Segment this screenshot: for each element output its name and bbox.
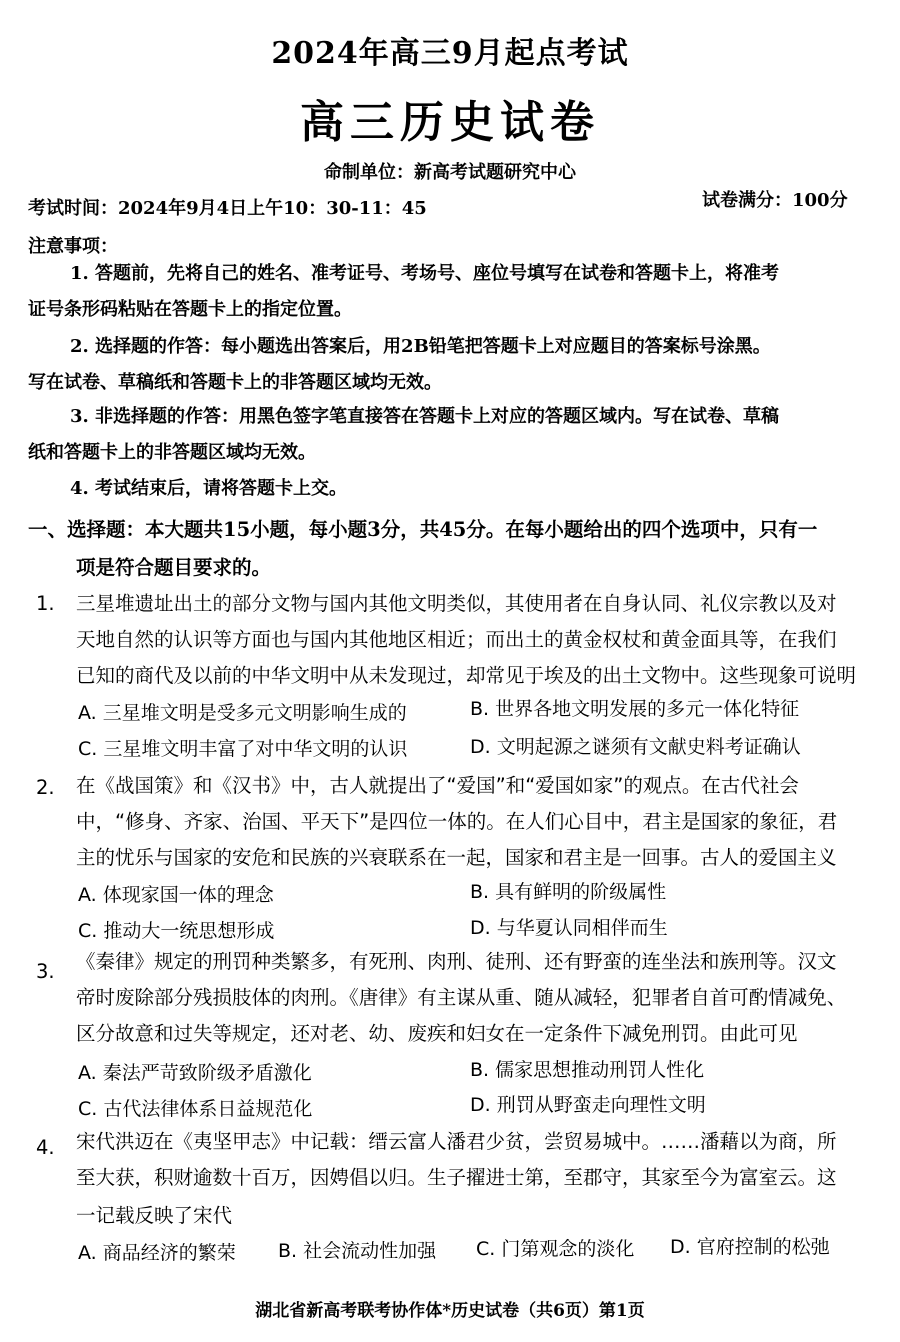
question-stem-line: 一记载反映了宋代 [76, 1204, 233, 1227]
question-number: 3. [36, 960, 55, 983]
note-line: 3. 非选择题的作答：用黑色签字笔直接答在答题卡上对应的答题区域内。写在试卷、草稿 [70, 406, 780, 427]
question-stem-line: 主的忧乐与国家的安危和民族的兴衰联系在一起，国家和君主是一回事。古人的爱国主义 [76, 846, 837, 869]
question-stem-line: 区分故意和过失等规定，还对老、幼、废疾和妇女在一定条件下减免刑罚。由此可见 [76, 1022, 798, 1045]
note-line: 2. 选择题的作答：每小题选出答案后，用2B铅笔把答题卡上对应题目的答案标号涂黑。 [70, 336, 771, 357]
note-line: 1. 答题前，先将自己的姓名、准考证号、考场号、座位号填写在试卷和答题卡上，将准考 [70, 263, 780, 284]
question-stem-line: 《秦律》规定的刑罚种类繁多，有死刑、肉刑、徒刑、还有野蛮的连坐法和族刑等。汉文 [76, 950, 837, 973]
option-a: A. 秦法严苛致阶级矛盾激化 [78, 1062, 312, 1084]
page-footer: 湖北省新高考联考协作体*历史试卷（共6页）第1页 [255, 1301, 645, 1321]
option-b: B. 儒家思想推动刑罚人性化 [470, 1059, 705, 1081]
option-d: D. 与华夏认同相伴而生 [470, 917, 668, 939]
note-line: 纸和答题卡上的非答题区域均无效。 [28, 442, 316, 463]
exam-title: 2024年高三9月起点考试 [271, 36, 629, 71]
question-number: 4. [36, 1136, 55, 1159]
question-stem-line: 天地自然的认识等方面也与国内其他地区相近；而出土的黄金权杖和黄金面具等，在我们 [76, 628, 837, 651]
paper-title: 高三历史试卷 [300, 97, 600, 148]
option-a: A. 三星堆文明是受多元文明影响生成的 [78, 702, 407, 724]
full-score: 试卷满分：100分 [702, 190, 848, 211]
option-a: A. 体现家国一体的理念 [78, 884, 274, 906]
question-stem-line: 中，“修身、齐家、治国、平天下”是四位一体的。在人们心目中，君主是国家的象征，君 [76, 810, 838, 833]
option-b: B. 社会流动性加强 [278, 1240, 437, 1262]
note-line: 4. 考试结束后，请将答题卡上交。 [70, 478, 348, 499]
option-b: B. 世界各地文明发展的多元一体化特征 [470, 698, 800, 720]
question-stem-line: 宋代洪迈在《夷坚甲志》中记载：缙云富人潘君少贫，尝贸易城中。……潘藉以为商，所 [76, 1130, 837, 1153]
option-d: D. 文明起源之谜须有文献史料考证确认 [470, 736, 801, 758]
option-a: A. 商品经济的繁荣 [78, 1242, 236, 1264]
note-line: 写在试卷、草稿纸和答题卡上的非答题区域均无效。 [28, 372, 442, 393]
question-stem-line: 帝时废除部分残损肢体的肉刑。《唐律》有主谋从重、随从减轻，犯罪者自首可酌情减免、 [76, 986, 847, 1009]
option-d: D. 刑罚从野蛮走向理性文明 [470, 1094, 706, 1116]
compiling-unit: 命制单位：新高考试题研究中心 [324, 162, 576, 183]
question-stem-line: 至大获，积财逾数十百万，因娉倡以归。生子擢进士第，至郡守，其家至今为富室云。这 [76, 1166, 837, 1189]
question-stem-line: 在《战国策》和《汉书》中，古人就提出了“爱国”和“爱国如家”的观点。在古代社会 [76, 774, 799, 797]
exam-time: 考试时间：2024年9月4日上午10：30-11：45 [28, 198, 427, 219]
question-number: 2. [36, 776, 55, 799]
notes-title: 注意事项： [28, 236, 118, 257]
option-d: D. 官府控制的松弛 [670, 1236, 830, 1258]
option-c: C. 推动大一统思想形成 [78, 920, 275, 942]
note-line: 证号条形码粘贴在答题卡上的指定位置。 [28, 299, 352, 320]
question-stem-line: 三星堆遗址出土的部分文物与国内其他文明类似，其使用者在自身认同、礼仪宗教以及对 [76, 592, 837, 615]
question-number: 1. [36, 592, 55, 615]
section-heading-cont: 项是符合题目要求的。 [76, 556, 272, 579]
option-c: C. 三星堆文明丰富了对中华文明的认识 [78, 738, 408, 760]
option-c: C. 古代法律体系日益规范化 [78, 1098, 313, 1120]
option-b: B. 具有鲜明的阶级属性 [470, 881, 667, 903]
section-heading: 一、选择题：本大题共15小题，每小题3分，共45分。在每小题给出的四个选项中，只有一 [28, 518, 818, 541]
option-c: C. 门第观念的淡化 [476, 1238, 635, 1260]
question-stem-line: 已知的商代及以前的中华文明中从未发现过，却常见于埃及的出土文物中。这些现象可说明 [76, 664, 857, 687]
